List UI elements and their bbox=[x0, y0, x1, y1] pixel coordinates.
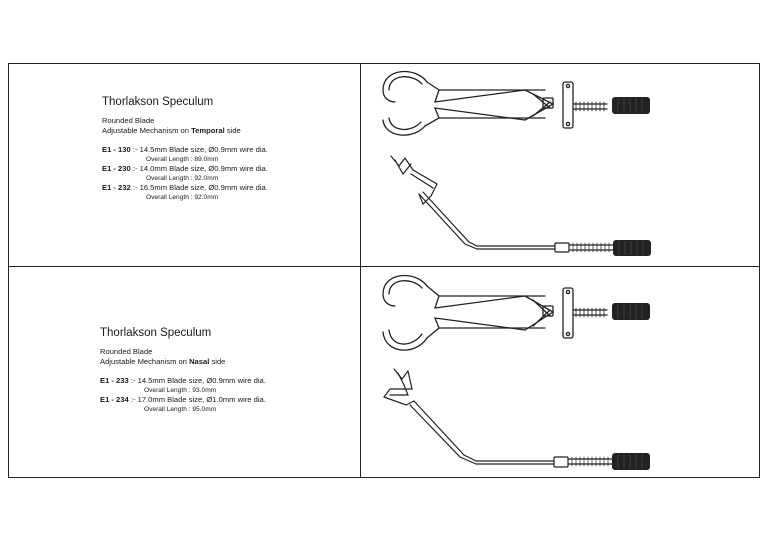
item-code: E1 - 230 bbox=[102, 164, 131, 173]
speculum-top-view-illustration bbox=[375, 68, 665, 143]
item-code: E1 - 234 bbox=[100, 395, 129, 404]
item-code: E1 - 232 bbox=[102, 183, 131, 192]
product-description-temporal bbox=[102, 96, 268, 202]
product-title: Thorlakson Speculum bbox=[102, 96, 214, 108]
item-length: Overall Length : 92.0mm bbox=[146, 194, 219, 201]
item-length: Overall Length : 93.0mm bbox=[144, 387, 217, 394]
speculum-side-view-illustration-nasal bbox=[380, 365, 665, 471]
item-desc: :- 14.5mm Blade size, Ø0.9mm wire dia. bbox=[130, 376, 266, 385]
spec-item bbox=[102, 164, 268, 174]
product-description-nasal bbox=[100, 327, 266, 414]
row-divider bbox=[8, 266, 760, 267]
mechanism-line: Adjustable Mechanism on Temporal side bbox=[102, 126, 241, 135]
item-code: E1 - 130 bbox=[102, 145, 131, 154]
item-desc: :- 14.5mm Blade size, Ø0.9mm wire dia. bbox=[132, 145, 268, 154]
item-desc: :- 16.5mm Blade size, Ø0.9mm wire dia. bbox=[132, 183, 268, 192]
spec-item bbox=[102, 145, 268, 155]
item-desc: :- 14.0mm Blade size, Ø0.9mm wire dia. bbox=[132, 164, 268, 173]
mechanism-side: Nasal bbox=[189, 357, 210, 366]
speculum-top-view-illustration-nasal bbox=[375, 272, 665, 358]
product-title: Thorlakson Speculum bbox=[100, 327, 212, 339]
spec-item bbox=[102, 183, 268, 193]
mechanism-line: Adjustable Mechanism on Nasal side bbox=[100, 357, 226, 366]
mechanism-side: Temporal bbox=[191, 126, 225, 135]
item-desc: :- 17.0mm Blade size, Ø1.0mm wire dia. bbox=[130, 395, 266, 404]
item-code: E1 - 233 bbox=[100, 376, 129, 385]
spec-item bbox=[100, 376, 266, 386]
item-length: Overall Length : 92.0mm bbox=[146, 175, 219, 182]
spec-item bbox=[100, 395, 266, 405]
column-divider bbox=[360, 63, 361, 478]
item-length: Overall Length : 95.0mm bbox=[144, 406, 217, 413]
blade-type: Rounded Blade bbox=[102, 116, 155, 125]
blade-type: Rounded Blade bbox=[100, 347, 153, 356]
item-length: Overall Length : 89.0mm bbox=[146, 156, 219, 163]
speculum-side-view-illustration bbox=[385, 152, 665, 264]
